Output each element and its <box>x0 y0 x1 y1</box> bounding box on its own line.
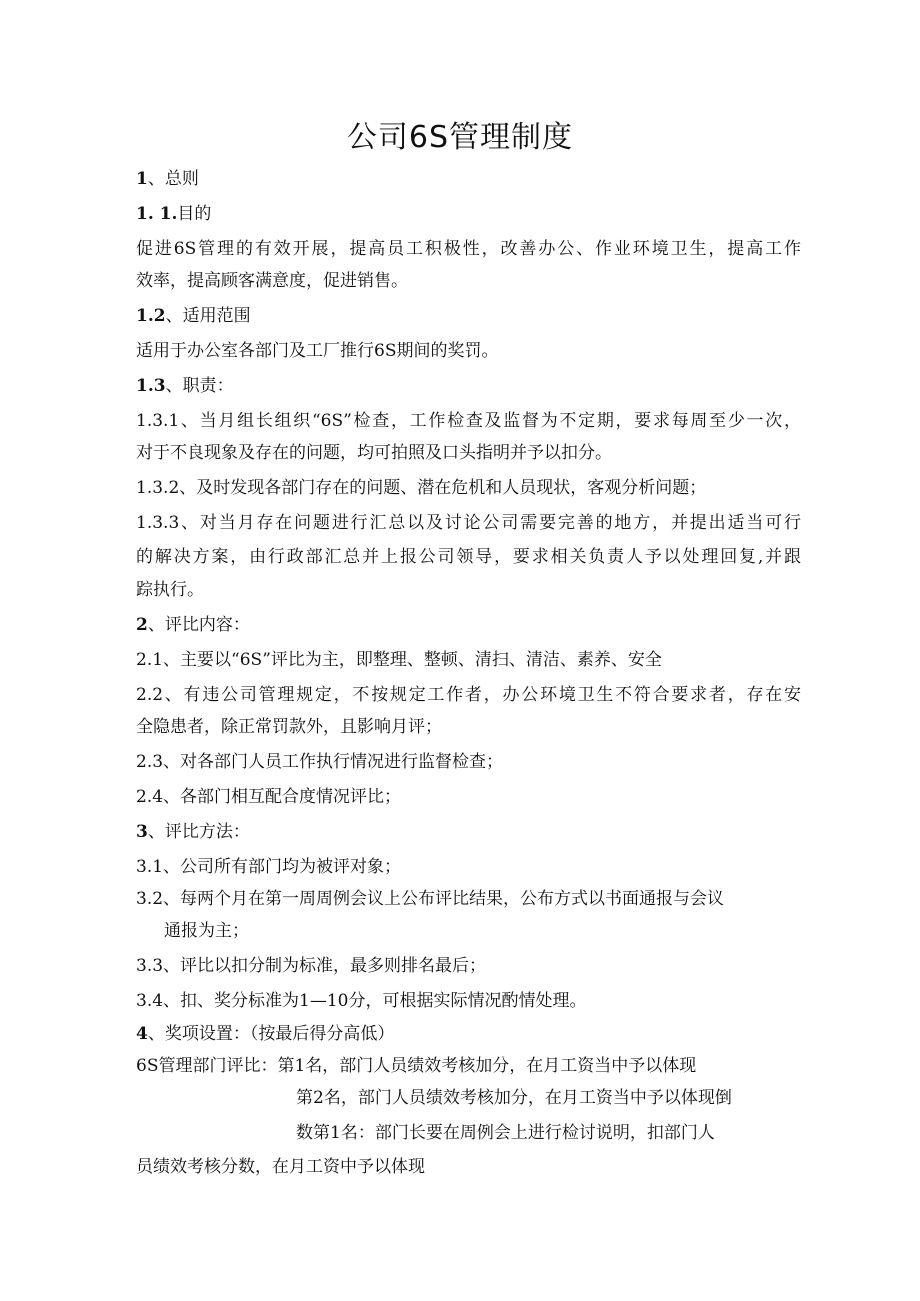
paragraph-line: 员绩效考核分数，在月工资中予以体现 <box>136 1157 425 1177</box>
section-text: 、奖项设置：（按最后得分高低） <box>147 1024 395 1044</box>
section-number: 1.3 <box>136 376 166 396</box>
paragraph-line: 6S管理部门评比：第1名，部门人员绩效考核加分，在月工资当中予以体现 <box>136 1056 697 1076</box>
paragraph-line: 3.3、评比以扣分制为标准，最多则排名最后； <box>136 956 487 976</box>
section-text: 、职责： <box>165 376 234 396</box>
section-text: 、评比方法： <box>147 822 250 842</box>
section-heading-awards <box>136 1022 801 1046</box>
paragraph-line: 3.2、每两个月在第一周周例会议上公布评比结果，公布方式以书面通报与会议 <box>136 889 725 909</box>
paragraph-line: 效率，提高顾客满意度，促进销售。 <box>136 271 408 291</box>
paragraph-line: 1.3.2、及时发现各部门存在的问题、潜在危机和人员现状，客观分析问题； <box>136 478 707 498</box>
section-number: 1 <box>136 169 148 189</box>
paragraph-line: 适用于办公室各部门及工厂推行6S期间的奖罚。 <box>136 341 499 361</box>
section-number: 1.2 <box>136 306 166 326</box>
section-heading-general <box>136 167 801 191</box>
section-number: 2 <box>136 615 148 635</box>
section-heading-content <box>136 613 801 637</box>
paragraph-line: 3.1、公司所有部门均为被评对象； <box>136 857 402 877</box>
paragraph-line: 1.3.1、当月组长组织“6S”检查，工作检查及监督为不定期，要求每周至少一次， <box>136 411 801 431</box>
section-number: 4 <box>136 1024 148 1044</box>
paragraph-line: 2.2、有违公司管理规定，不按规定工作者，办公环境卫生不符合要求者，存在安 <box>136 685 801 705</box>
paragraph-line: 数第1名：部门长要在周例会上进行检讨说明，扣部门人 <box>296 1123 715 1143</box>
section-text: 、适用范围 <box>165 306 251 326</box>
paragraph-line: 通报为主； <box>164 921 249 941</box>
section-text: 、评比内容： <box>147 615 250 635</box>
paragraph-line: 2.3、对各部门人员工作执行情况进行监督检查； <box>136 752 504 772</box>
section-number: 1. 1. <box>136 204 178 224</box>
paragraph-line: 2.1、主要以“6S”评比为主，即整理、整顿、清扫、清洁、素养、安全 <box>136 650 662 670</box>
subsection-heading-scope <box>136 304 801 328</box>
section-heading-method <box>136 820 801 844</box>
paragraph-line: 3.4、扣、奖分标准为1—10分，可根据实际情况酌情处理。 <box>136 991 587 1011</box>
paragraph-line: 1.3.3、对当月存在问题进行汇总以及讨论公司需要完善的地方，并提出适当可行 <box>136 513 801 533</box>
paragraph-line: 促进6S管理的有效开展，提高员工积极性，改善办公、作业环境卫生，提高工作 <box>136 239 801 259</box>
paragraph-line: 对于不良现象及存在的问题，均可拍照及口头指明并予以扣分。 <box>136 443 612 463</box>
paragraph-line: 第2名，部门人员绩效考核加分，在月工资当中予以体现倒 <box>296 1088 732 1108</box>
subsection-heading-purpose <box>136 202 801 226</box>
subsection-heading-duties <box>136 374 801 398</box>
paragraph-line: 全隐患者，除正常罚款外，且影响月评； <box>136 717 442 737</box>
paragraph-line: 踪执行。 <box>136 580 204 600</box>
section-text: 、总则 <box>147 169 199 189</box>
paragraph-line: 的解决方案，由行政部汇总并上报公司领导，要求相关负责人予以处理回复,并跟 <box>136 547 801 567</box>
section-text: 目的 <box>177 204 212 224</box>
section-number: 3 <box>136 822 148 842</box>
paragraph-line: 2.4、各部门相互配合度情况评比； <box>136 787 402 807</box>
document-title: 公司6S管理制度 <box>346 120 574 155</box>
